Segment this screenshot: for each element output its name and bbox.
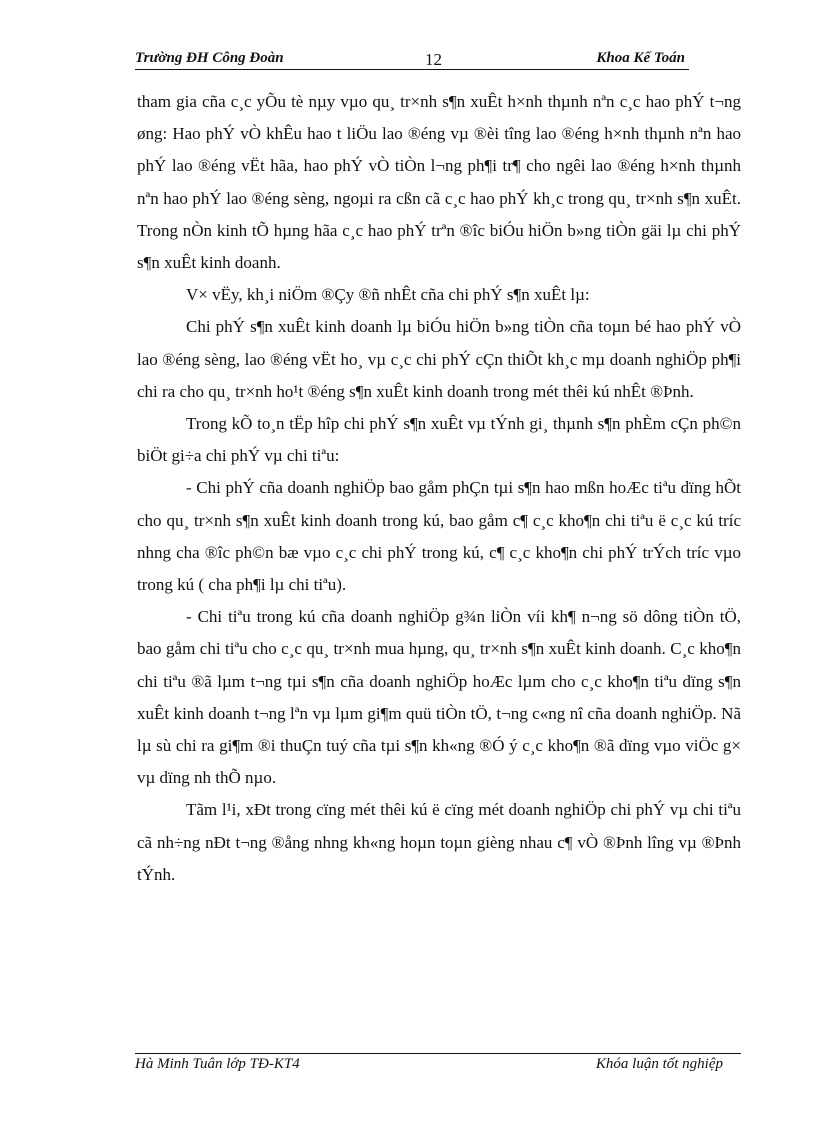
footer-document-type: Khóa luận tốt nghiệp: [595, 1056, 723, 1072]
header-divider: [135, 69, 689, 70]
paragraph-1: tham gia cña c¸c yÕu tè nµy vµo qu¸ tr×nh s¶n xuÊt h×nh thµnh nªn c¸c hao phÝ t¬ng øng: Hao phÝ vÒ khÊu hao t liÖu lao ®éng vµ ®èi tîng lao ®éng h×nh thµnh nªn hao phÝ lao ®éng vËt hãa, hao phÝ vÒ tiÒn l¬ng ph¶i tr¶ cho ngêi lao ®éng h×nh thµnh nªn hao phÝ lao ®éng sèng, ngoµi ra cßn cã c¸c hao phÝ kh¸c trong qu¸ tr×nh s¶n xuÊt. Trong nÒn kinh tÕ hµng hãa c¸c hao phÝ trªn ®îc biÓu hiÖn b»ng tiÒn gäi lµ chi phÝ s¶n xuÊt kinh doanh.: [137, 92, 741, 273]
paragraph-3: Chi phÝ s¶n xuÊt kinh doanh lµ biÓu hiÖn b»ng tiÒn cña toµn bé hao phÝ vÒ lao ®éng sèng, lao ®éng vËt ho¸ vµ c¸c chi phÝ cÇn thiÕt kh¸c mµ doanh nghiÖp ph¶i chi ra cho qu¸ tr×nh ho¹t ®éng s¶n xuÊt kinh doanh trong mét thêi kú nhÊt ®Þnh.: [137, 317, 741, 401]
paragraph-4: Trong kÕ to¸n tËp hîp chi phÝ s¶n xuÊt vµ tÝnh gi¸ thµnh s¶n phÈm cÇn ph©n biÖt gi÷a chi phÝ vµ chi tiªu:: [137, 414, 741, 466]
paragraph-7: Tãm l¹i, xÐt trong cïng mét thêi kú ë cïng mét doanh nghiÖp chi phÝ vµ chi tiªu cã nh÷ng nÐt t¬ng ®ång nhng kh«ng hoµn toµn gièng nhau c¶ vÒ ®Þnh lîng vµ ®Þnh tÝnh.: [137, 800, 741, 884]
document-body: [137, 86, 741, 891]
footer-divider: [135, 1053, 741, 1054]
page-footer: [135, 1056, 723, 1080]
page-header: [135, 46, 685, 70]
paragraph-2: V× vËy, kh¸i niÖm ®Çy ®ñ nhÊt cña chi phÝ s¶n xuÊt lµ:: [186, 285, 590, 305]
paragraph-5: - Chi phÝ cña doanh nghiÖp bao gåm phÇn tµi s¶n hao mßn hoÆc tiªu dïng hÕt cho qu¸ tr×nh s¶n xuÊt kinh doanh trong kú, bao gåm c¶ c¸c kho¶n chi tiªu ë c¸c kú tríc nhng cha ®îc ph©n bæ vµo c¸c chi phÝ trong kú, c¶ c¸c kho¶n chi phÝ trÝch tríc vµo trong kú ( cha ph¶i lµ chi tiªu).: [137, 478, 741, 595]
footer-author: Hà Minh Tuân lớp TĐ-KT4: [135, 1056, 300, 1072]
page-number: 12: [425, 50, 442, 69]
header-faculty-name: Khoa Kế Toán: [596, 50, 685, 66]
paragraph-6: - Chi tiªu trong kú cña doanh nghiÖp g¾n liÒn víi kh¶ n¬ng sö dông tiÒn tÖ, bao gåm chi tiªu cho c¸c qu¸ tr×nh mua hµng, qu¸ tr×nh s¶n xuÊt kinh doanh. C¸c kho¶n chi tiªu ®ã lµm t¬ng tµi s¶n cña doanh nghiÖp hoÆc lµm cho c¸c kho¶n tiªu dïng s¶n xuÊt kinh doanh t¬ng lªn vµ lµm gi¶m quü tiÒn tÖ, t¬ng c«ng nî cña doanh nghiÖp. Nã lµ sù chi ra gi¶m ®i thuÇn tuý cña tµi s¶n kh«ng ®Ó ý c¸c kho¶n ®ã dïng vµo viÖc g× vµ dïng nh thÕ nµo.: [137, 607, 741, 788]
header-school-name: Trường ĐH Công Đoàn: [135, 50, 284, 66]
